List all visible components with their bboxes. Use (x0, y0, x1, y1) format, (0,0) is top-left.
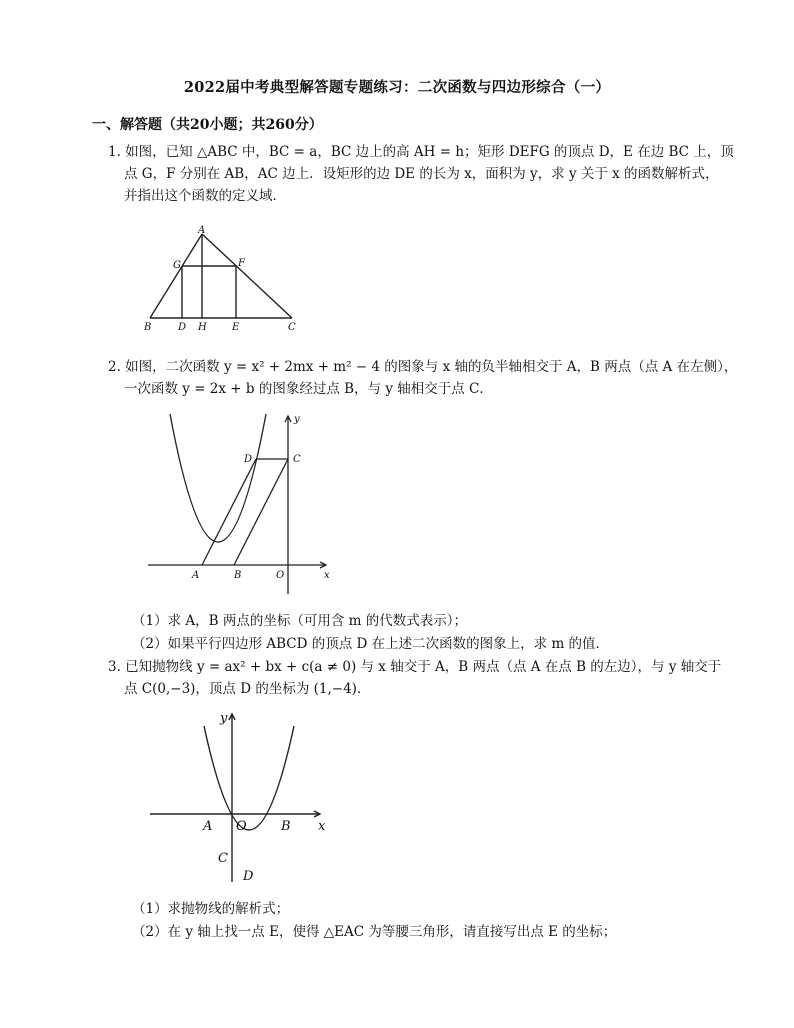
label-E: E (232, 322, 240, 333)
label-A: A (203, 819, 213, 834)
label-C: C (288, 322, 296, 333)
label-G: G (173, 260, 181, 271)
label-D: D (178, 322, 187, 333)
problem-2-figure (148, 408, 358, 598)
problem-2-line: 一次函数 y = 2x + b 的图象经过点 B，与 y 轴相交于点 C． (124, 381, 493, 397)
problem-2-question-1: （1）求 A，B 两点的坐标（可用含 m 的代数式表示）； (132, 613, 467, 629)
problem-3-line: 3. 已知抛物线 y = ax² + bx + c(a ≠ 0) 与 x 轴交于 A，B 两点（点 A 在点 B 的左边），与 y 轴交于 (108, 659, 722, 675)
label-B: B (234, 570, 242, 581)
label-C: C (293, 454, 301, 465)
label-B: B (281, 819, 291, 834)
label-F: F (238, 258, 245, 269)
label-C: C (218, 851, 228, 866)
problem-1-text (108, 141, 734, 207)
label-D: D (243, 869, 254, 884)
problem-3-question-2: （2）在 y 轴上找一点 E，使得 △EAC 为等腰三角形，请直接写出点 E 的坐标； (132, 924, 617, 940)
label-B: B (144, 322, 152, 333)
label-x: x (324, 570, 330, 581)
label-D: D (244, 454, 253, 465)
label-x: x (318, 819, 326, 834)
problem-1-figure (140, 224, 310, 334)
document-title: 2022届中考典型解答题专题练习：二次函数与四边形综合（一） (183, 79, 611, 96)
label-H: H (198, 322, 207, 333)
label-O: O (276, 570, 285, 581)
problem-3-question-1: （1）求抛物线的解析式； (132, 901, 290, 917)
section-header: 一、解答题（共20小题；共260分） (92, 117, 323, 133)
problem-2-text (108, 356, 738, 400)
problem-1-line: 并指出这个函数的定义域． (124, 188, 286, 204)
label-y: y (294, 414, 300, 425)
label-y: y (220, 711, 228, 726)
label-A: A (198, 225, 206, 236)
problem-2-question-2: （2）如果平行四边形 ABCD 的顶点 D 在上述二次函数的图象上，求 m 的值． (132, 636, 610, 652)
label-A: A (192, 570, 200, 581)
problem-3-text (108, 656, 722, 700)
problem-3-figure (148, 706, 343, 886)
problem-3-line: 点 C(0,−3)，顶点 D 的坐标为 (1,−4)． (124, 681, 371, 697)
label-O: O (236, 819, 247, 834)
problem-1-line: 1. 如图，已知 △ABC 中，BC = a，BC 边上的高 AH = h；矩形 DEFG 的顶点 D，E 在边 BC 上，顶 (108, 144, 734, 160)
problem-1-line: 点 G，F 分别在 AB，AC 边上．设矩形的边 DE 的长为 x，面积为 y，求 y 关于 x 的函数解析式， (124, 166, 719, 182)
problem-2-line: 2. 如图，二次函数 y = x² + 2mx + m² − 4 的图象与 x 轴的负半轴相交于 A，B 两点（点 A 在左侧）， (108, 359, 738, 375)
